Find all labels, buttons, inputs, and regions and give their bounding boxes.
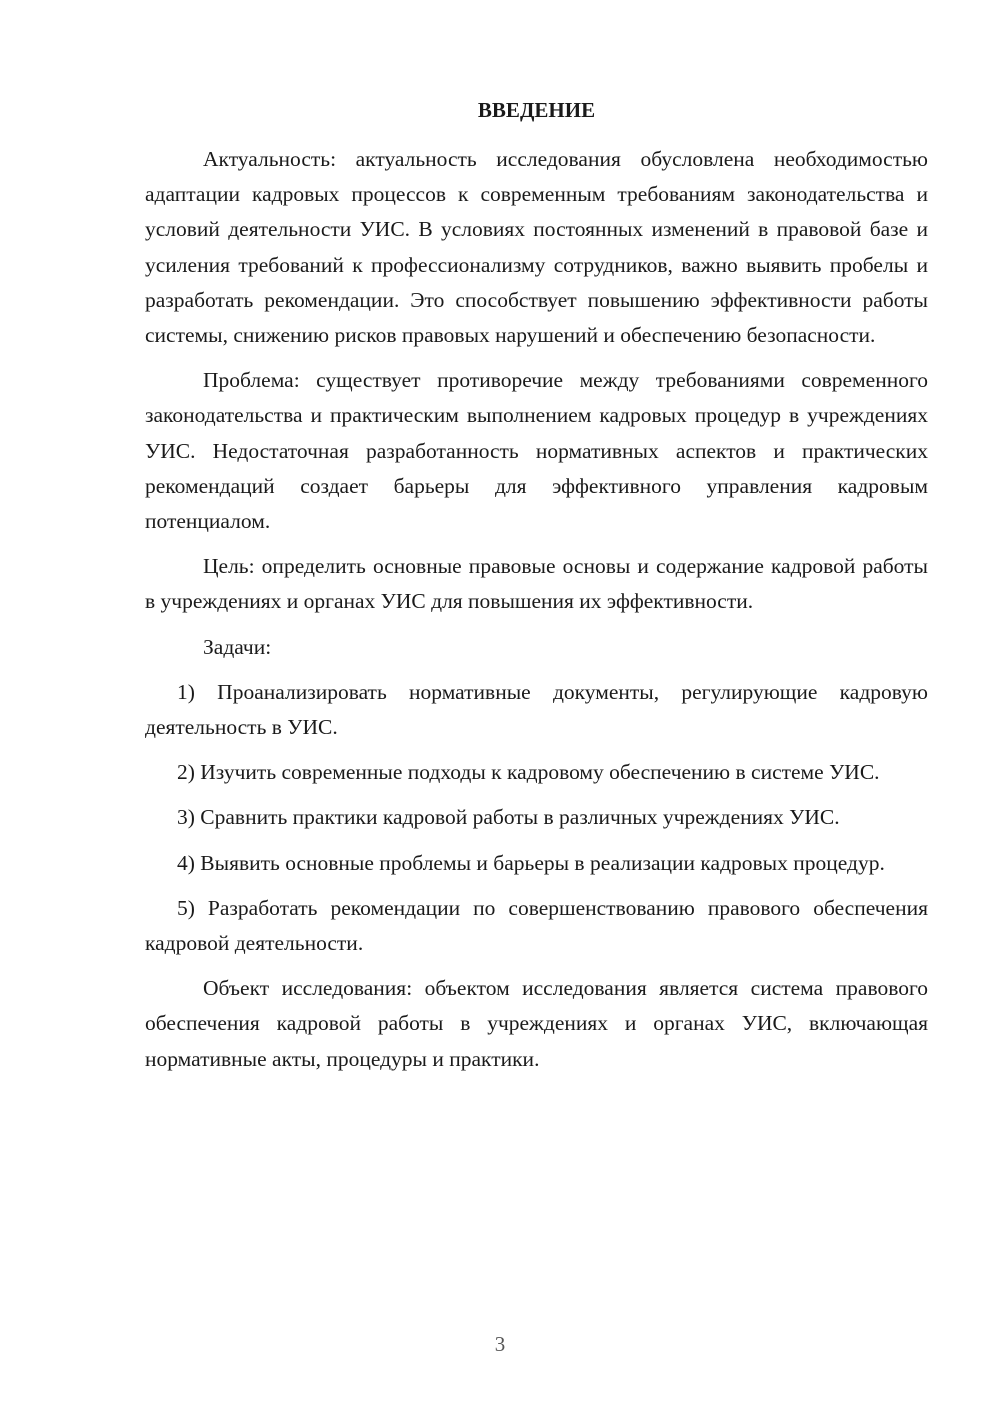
paragraph-goal: Цель: определить основные правовые основы и содержание кадровой работы в учреждениях и органах УИС для повышения их эффективности. xyxy=(145,554,928,614)
paragraph-relevance: Актуальность: актуальность исследования обусловлена необходимостью адаптации кадровых процессов к современным требованиям законодательства и условий деятельности УИС. В условиях постоянных изменений в правовой базе и усиления требований к профессионализму сотрудников, важно выявить пробелы и разработать рекомендации. Это способствует повышению эффективности работы системы, снижению рисков правовых нарушений и обеспечению безопасности. xyxy=(145,147,928,348)
task-item-5: 5) Разработать рекомендации по совершенствованию правового обеспечения кадровой деятельности. xyxy=(145,895,928,956)
document-body xyxy=(145,142,928,1087)
task-item-4: 4) Выявить основные проблемы и барьеры в реализации кадровых процедур. xyxy=(177,850,885,875)
paragraph-object: Объект исследования: объектом исследования является система правового обеспечения кадровой работы в учреждениях и органах УИС, включающая нормативные акты, процедуры и практики. xyxy=(145,976,928,1071)
section-heading: ВВЕДЕНИЕ xyxy=(477,98,596,122)
task-item-1: 1) Проанализировать нормативные документы, регулирующие кадровую деятельность в УИС. xyxy=(145,679,928,740)
task-item-3: 3) Сравнить практики кадровой работы в различных учреждениях УИС. xyxy=(177,805,840,830)
task-item-2: 2) Изучить современные подходы к кадровому обеспечению в системе УИС. xyxy=(177,760,880,785)
page-number: 3 xyxy=(494,1332,506,1356)
tasks-label: Задачи: xyxy=(203,634,272,659)
paragraph-problem: Проблема: существует противоречие между требованиями современного законодательства и практическим выполнением кадровых процедур в учреждениях УИС. Недостаточная разработанность нормативных аспектов и практических рекомендаций создает барьеры для эффективного управления кадровым потенциалом. xyxy=(145,368,928,534)
